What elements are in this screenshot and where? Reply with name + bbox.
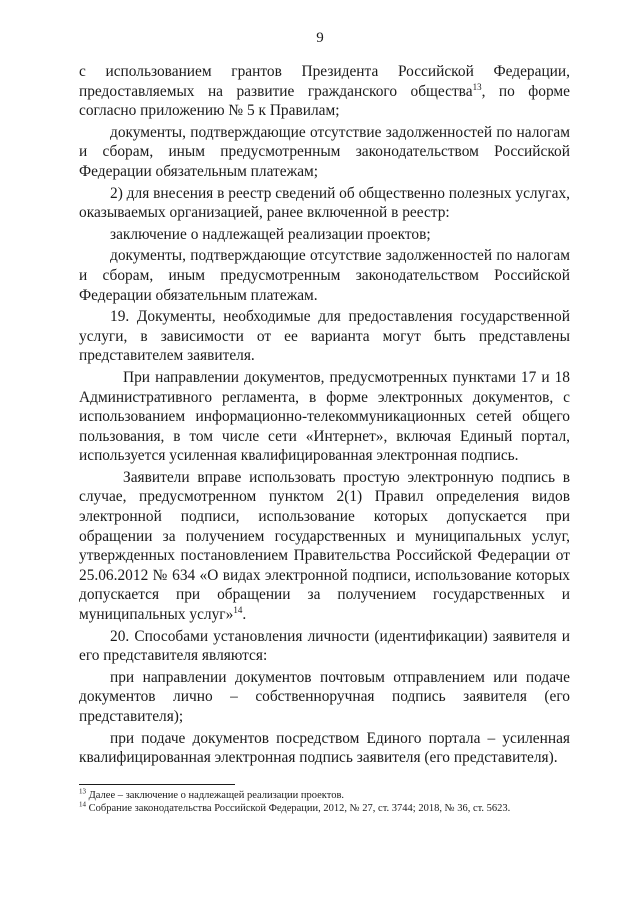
paragraph-tax-documents-2: документы, подтверждающие отсутствие задолженностей по налогам и сборам, иным предусмотренным законодательством Российской Федерации обязательным платежам. xyxy=(79,247,570,304)
document-body xyxy=(79,62,570,770)
paragraph-conclusion: заключение о надлежащей реализации проектов; xyxy=(110,225,431,243)
footnote-divider xyxy=(79,784,235,785)
footnote-number: 13 xyxy=(79,787,86,796)
paragraph-text-cont: . xyxy=(242,606,247,624)
footnote-text: Собрание законодательства Российской Федерации, 2012, № 27, ст. 3744; 2018, № 36, ст. 5623. xyxy=(86,803,511,814)
paragraph-tax-documents: документы, подтверждающие отсутствие задолженностей по налогам и сборам, иным предусмотренным законодательством Российской Федерации обязательным платежам; xyxy=(79,123,570,180)
footnote-number: 14 xyxy=(79,800,86,809)
paragraph-grants xyxy=(79,62,570,121)
paragraph-portal-submission: при подаче документов посредством Единого портала – усиленная квалифицированная электронная подпись заявителя (его представителя). xyxy=(79,729,570,767)
paragraph-text: с использованием грантов Президента Российской Федерации, предоставляемых на развитие гражданского общества xyxy=(79,63,570,100)
paragraph-text-cont: , по форме согласно приложению № 5 к Правилам; xyxy=(79,82,570,120)
footnotes xyxy=(79,789,570,815)
paragraph-registry-item-2: 2) для внесения в реестр сведений об общественно полезных услугах, оказываемых организацией, ранее включенной в реестр: xyxy=(79,184,570,222)
paragraph-text: Заявители вправе использовать простую электронную подпись в случае, предусмотренном пунктом 2(1) Правил определения видов электронной подписи, использование которых допускается при обращении за получением государственных и муниципальных услуг, утвержденных постановлением Правительства Российской Федерации от 25.06.2012 № 634 «О видах электронной подписи, использование которых допускается при обращении за получением государственных и муниципальных услуг» xyxy=(79,468,570,624)
footnote-ref-14[interactable]: 14 xyxy=(233,604,243,615)
paragraph-mail-submission: при направлении документов почтовым отправлением или подаче документов лично – собственноручная подпись заявителя (его представителя); xyxy=(79,668,570,725)
footnote-14 xyxy=(79,802,570,815)
page-number: 9 xyxy=(316,30,324,46)
footnote-ref-13[interactable]: 13 xyxy=(472,81,482,92)
footnote-13 xyxy=(79,789,570,802)
paragraph-item-19: 19. Документы, необходимые для предоставления государственной услуги, в зависимости от ее варианта могут быть представлены представителем заявителя. xyxy=(79,308,570,365)
paragraph-item-20: 20. Способами установления личности (идентификации) заявителя и его представителя являются: xyxy=(79,627,570,665)
paragraph-simple-signature xyxy=(79,468,570,625)
paragraph-electronic-docs: При направлении документов, предусмотренных пунктами 17 и 18 Административного регламента, в форме электронных документов, с использованием информационно-телекоммуникационных сетей общего пользования, в том числе сети «Интернет», включая Единый портал, используется усиленная квалифицированная электронная подпись. xyxy=(79,368,570,465)
footnote-text: Далее – заключение о надлежащей реализации проектов. xyxy=(86,790,345,801)
